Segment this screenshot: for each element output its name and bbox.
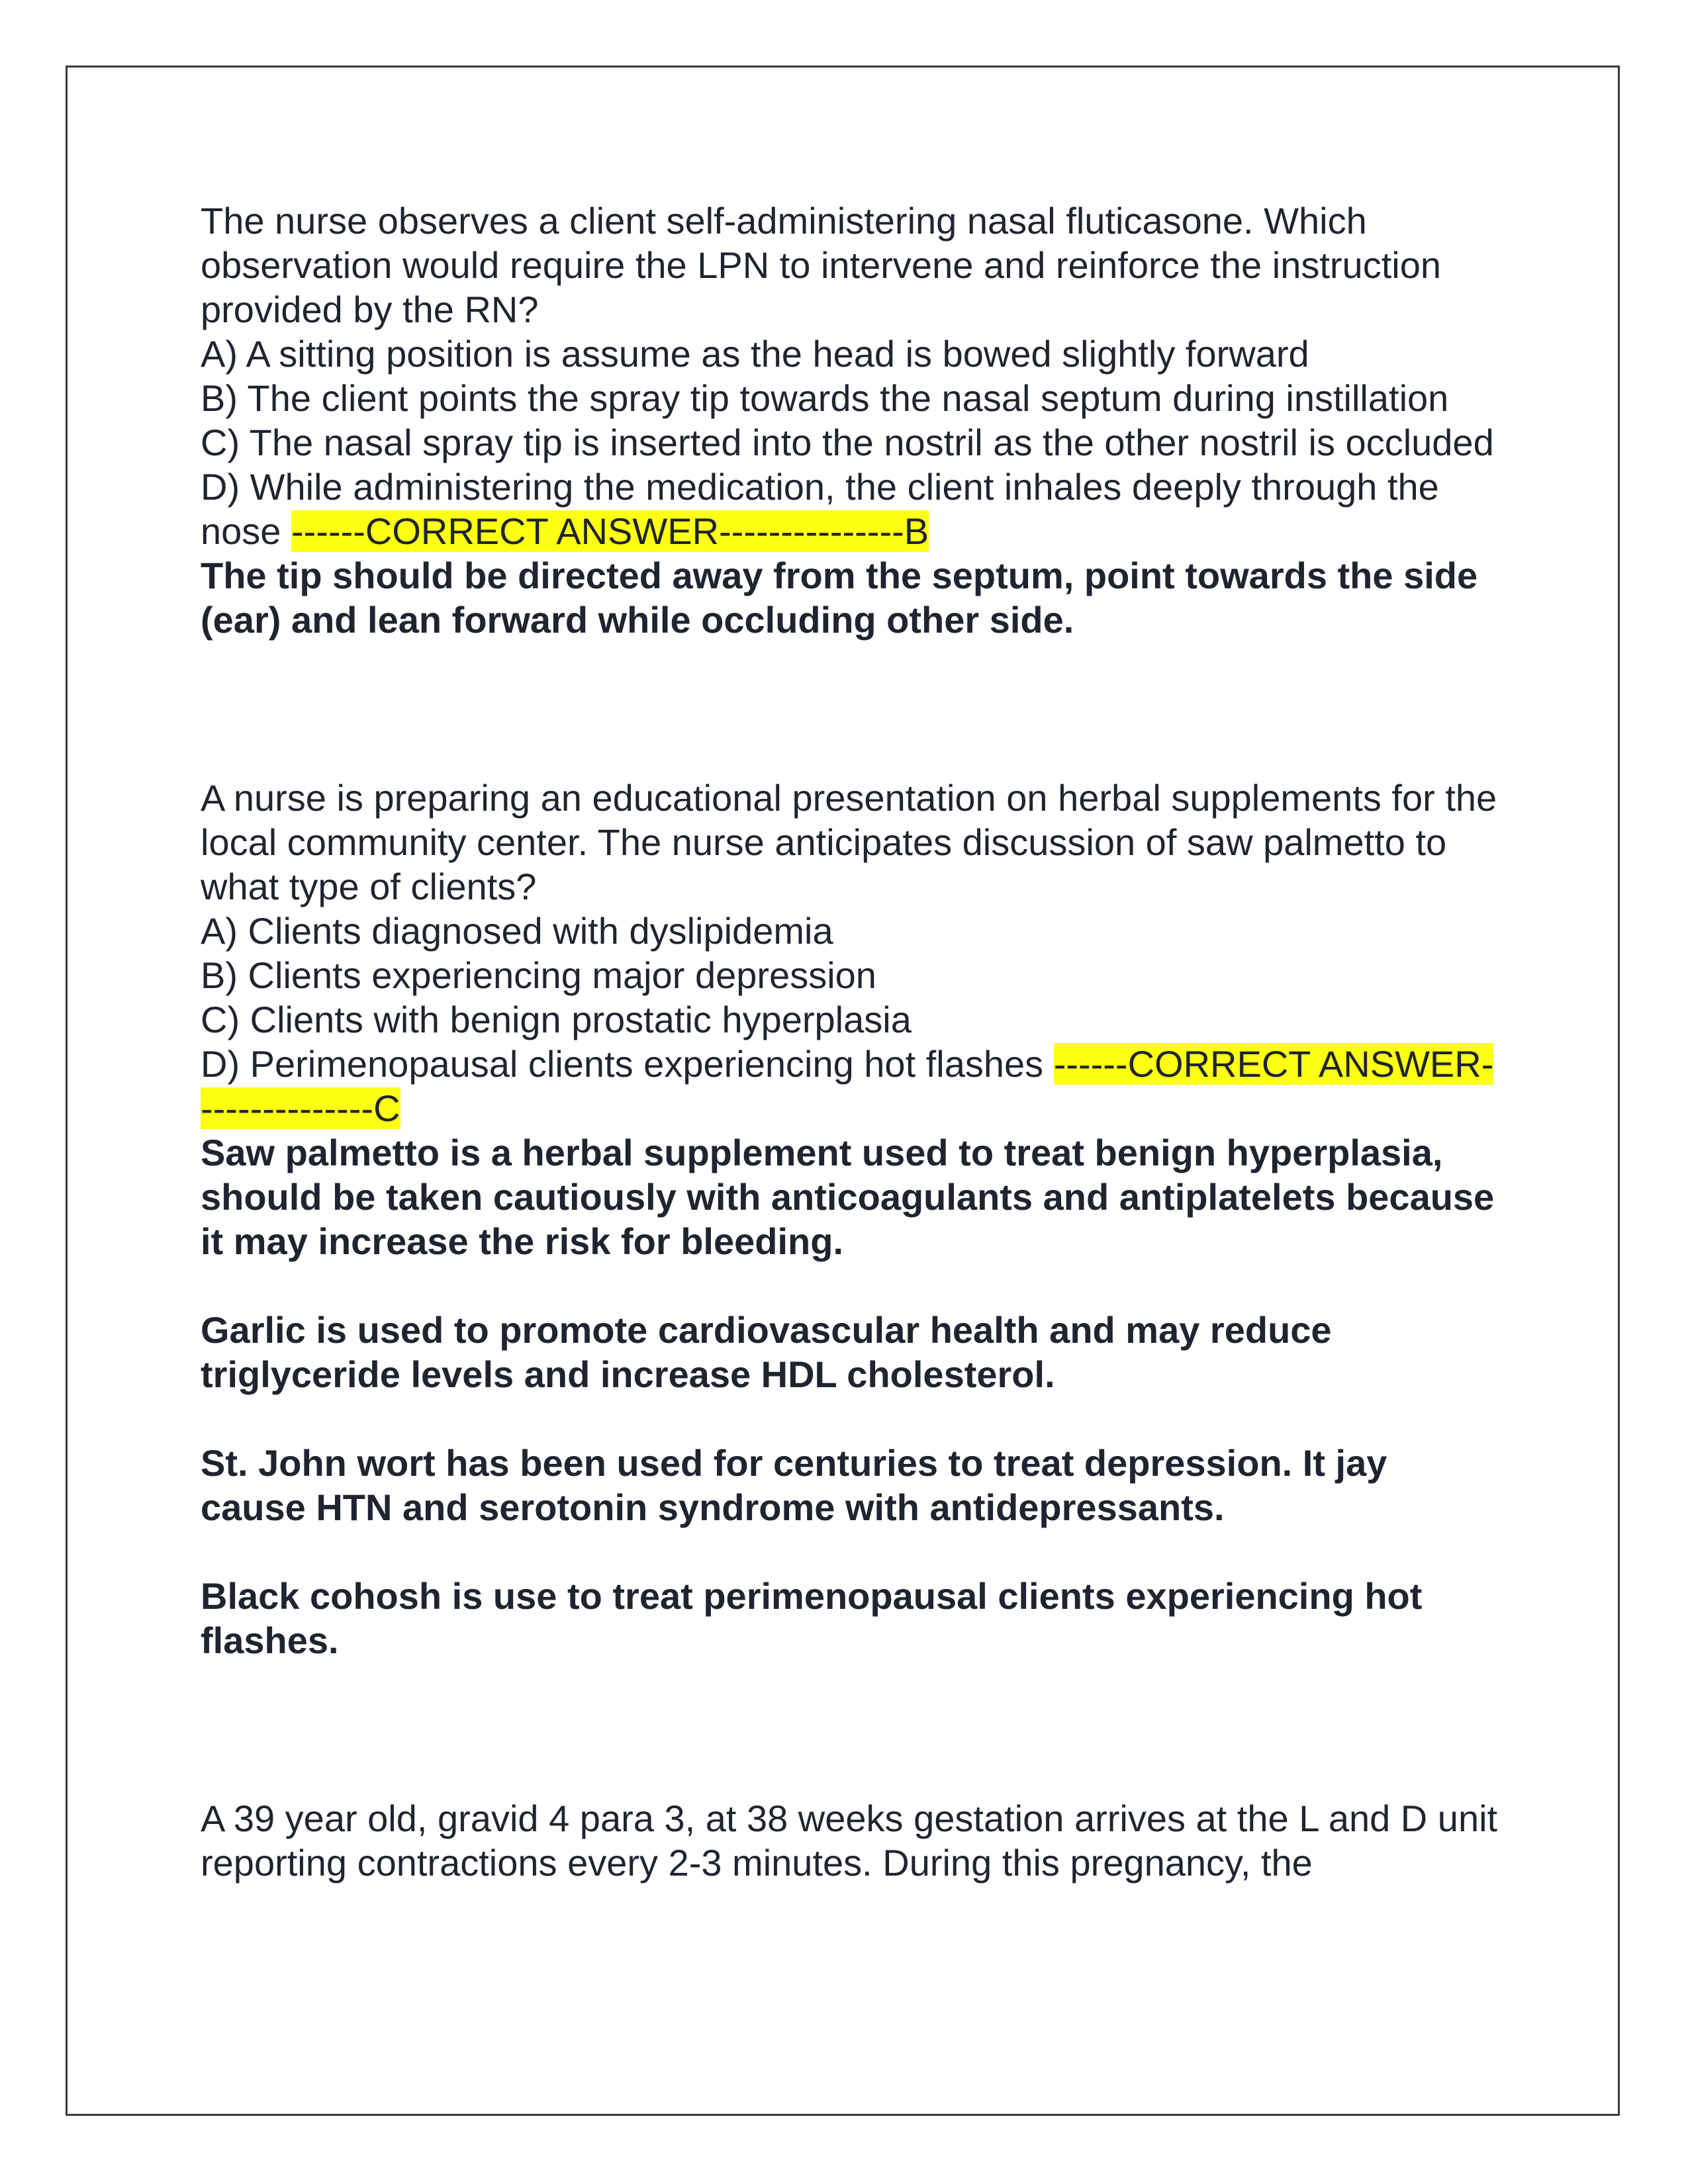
answer-option-b: B) Clients experiencing major depression <box>201 954 876 996</box>
spacer <box>201 1662 1498 1796</box>
answer-option-c: C) The nasal spray tip is inserted into the nostril as the other nostril is occluded <box>201 422 1494 463</box>
spacer <box>201 1396 1498 1441</box>
rationale: Garlic is used to promote cardiovascular health and may reduce triglyceride levels and increase HDL cholesterol. <box>201 1309 1332 1395</box>
question-stem: A 39 year old, gravid 4 para 3, at 38 weeks gestation arrives at the L and D unit reporting contractions every 2-3 minutes. During this pregnancy, the <box>201 1797 1498 1884</box>
spacer <box>201 1263 1498 1308</box>
question-3 <box>201 1796 1498 1885</box>
correct-answer-marker: ------CORRECT ANSWER---------------B <box>291 510 929 552</box>
question-stem: A nurse is preparing an educational presentation on herbal supplements for the local community center. The nurse anticipates discussion of saw palmetto to what type of clients? <box>201 777 1497 907</box>
question-stem: The nurse observes a client self-administering nasal fluticasone. Which observation would require the LPN to intervene and reinforce the instruction provided by the RN? <box>201 200 1441 330</box>
correct-answer-marker: ------CORRECT ANSWER---------------C <box>201 1043 1494 1129</box>
rationale: Saw palmetto is a herbal supplement used to treat benign hyperplasia, should be taken cautiously with anticoagulants and antiplatelets because it may increase the risk for bleeding. <box>201 1132 1495 1262</box>
answer-option-a: A) Clients diagnosed with dyslipidemia <box>201 910 833 952</box>
rationale: Black cohosh is use to treat perimenopausal clients experiencing hot flashes. <box>201 1575 1423 1661</box>
answer-option-d-text: D) Perimenopausal clients experiencing hot flashes <box>201 1043 1044 1085</box>
spacer <box>201 1529 1498 1574</box>
document-body <box>201 199 1498 1885</box>
question-1 <box>201 199 1498 642</box>
rationale: The tip should be directed away from the septum, point towards the side (ear) and lean forward while occluding other side. <box>201 555 1478 641</box>
answer-option-d <box>201 465 1498 553</box>
spacer <box>201 642 1498 776</box>
answer-option-b: B) The client points the spray tip towards the nasal septum during instillation <box>201 377 1449 419</box>
rationale: St. John wort has been used for centuries to treat depression. It jay cause HTN and serotonin syndrome with antidepressants. <box>201 1442 1387 1528</box>
answer-option-a: A) A sitting position is assume as the head is bowed slightly forward <box>201 333 1309 375</box>
answer-option-d <box>201 1042 1498 1130</box>
answer-option-d-text: D) While administering the medication, the client inhales deeply through the nose <box>201 466 1439 552</box>
question-2 <box>201 776 1498 1662</box>
answer-option-c: C) Clients with benign prostatic hyperplasia <box>201 999 912 1040</box>
